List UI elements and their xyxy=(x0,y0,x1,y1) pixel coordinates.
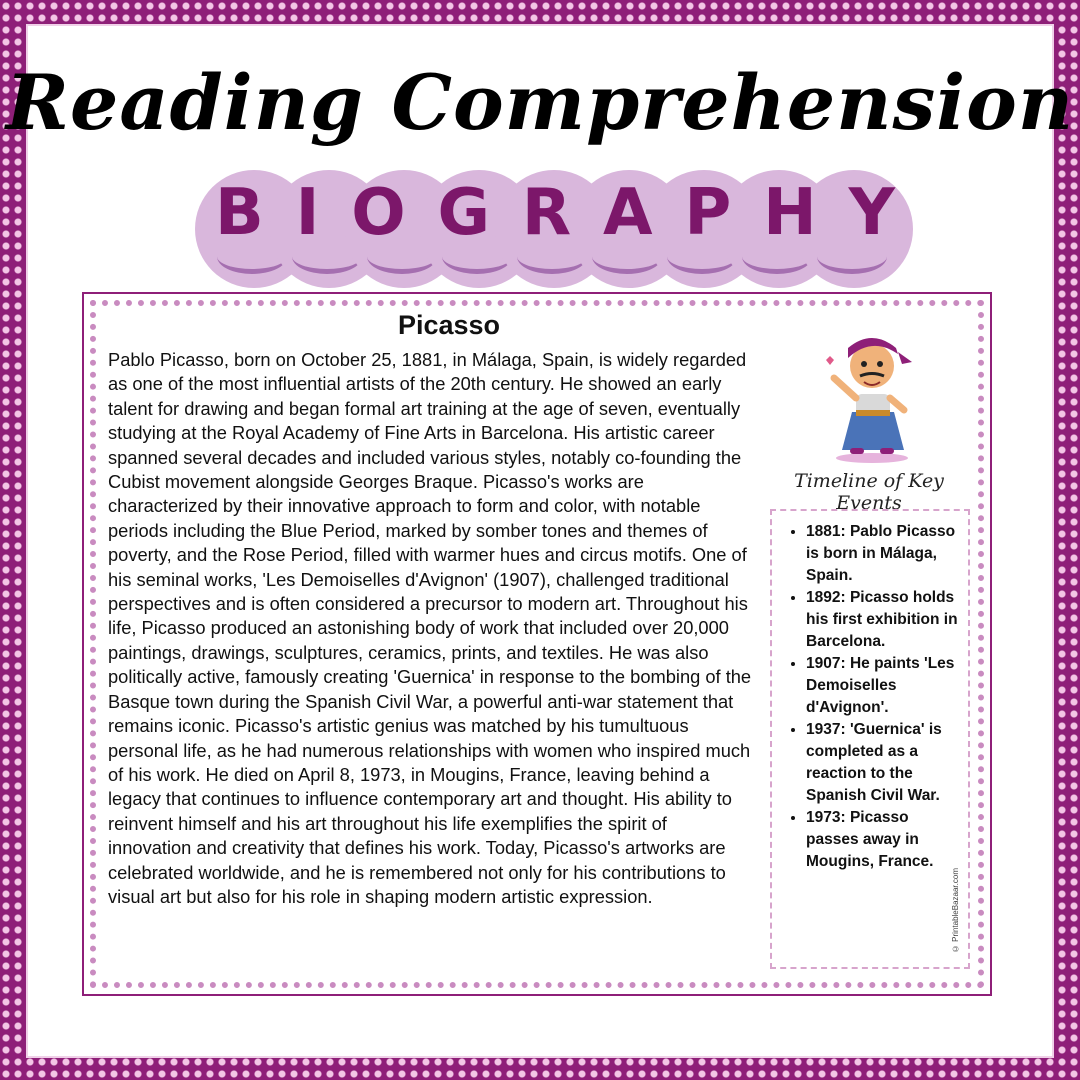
article-title: Picasso xyxy=(397,310,501,340)
timeline-item: • 1881: Pablo Picasso is born in Málaga, Spain. xyxy=(806,521,962,587)
biography-letter: G xyxy=(437,176,491,250)
article-card xyxy=(82,292,992,996)
timeline-list xyxy=(782,521,962,873)
biography-letter: I xyxy=(295,176,320,250)
biography-banner xyxy=(195,176,915,250)
credit-text: © PrintableBazaar.com xyxy=(951,867,960,953)
timeline-item: • 1907: He paints 'Les Demoiselles d'Avignon'. xyxy=(806,653,962,719)
biography-letter: B xyxy=(215,176,264,250)
biography-letter: Y xyxy=(848,176,895,250)
worksheet-title: Reading Comprehension xyxy=(5,58,1075,147)
mascot-illustration-icon xyxy=(812,324,922,464)
biography-letter: H xyxy=(763,176,817,250)
timeline-box xyxy=(770,509,970,969)
biography-letter: A xyxy=(603,176,653,250)
timeline-heading: Timeline of Key Events xyxy=(794,470,944,514)
timeline-item: • 1973: Picasso passes away in Mougins, France. xyxy=(806,807,962,873)
timeline-item: • 1892: Picasso holds his first exhibition in Barcelona. xyxy=(806,587,962,653)
article-body: Pablo Picasso, born on October 25, 1881, in Málaga, Spain, is widely regarded as one of the most influential artists of the 20th century. He showed an early talent for drawing and began formal art training at the age of seven, eventually studying at the Royal Academy of Fine Arts in Barcelona. His artistic career spanned several decades and included various styles, notably co-founding the Cubist movement alongside Georges Braque. Picasso's works are characterized by their innovative approach to form and color, with notable periods including the Blue Period, marked by somber tones and themes of poverty, and the Rose Period, filled with warmer hues and circus motifs. One of his seminal works, 'Les Demoiselles d'Avignon' (1907), challenged traditional perspectives and is often considered a precursor to modern art. Throughout his life, Picasso produced an astonishing body of work that included over 20,000 paintings, drawings, sculptures, ceramics, prints, and textiles. He was also politically active, famously creating 'Guernica' in response to the bombing of the Basque town during the Spanish Civil War, a powerful anti-war statement that remains iconic. Picasso's artistic genius was matched by his tumultuous personal life, as he had numerous relationships with women who inspired much of his work. He died on April 8, 1973, in Mougins, France, leaving behind a legacy that continues to influence contemporary art and thought. His ability to reinvent himself and his art throughout his life exemplifies the spirit of innovation and creativity that defines his work. Today, Picasso's artworks are celebrated worldwide, and he is remembered not only for his contributions to visual art but also for his role in shaping modern artistic expression. xyxy=(108,349,752,907)
biography-letter: O xyxy=(351,176,406,250)
biography-letter: P xyxy=(684,176,732,250)
timeline-item: • 1937: 'Guernica' is completed as a reaction to the Spanish Civil War. xyxy=(806,719,962,807)
biography-letter: R xyxy=(521,176,572,250)
